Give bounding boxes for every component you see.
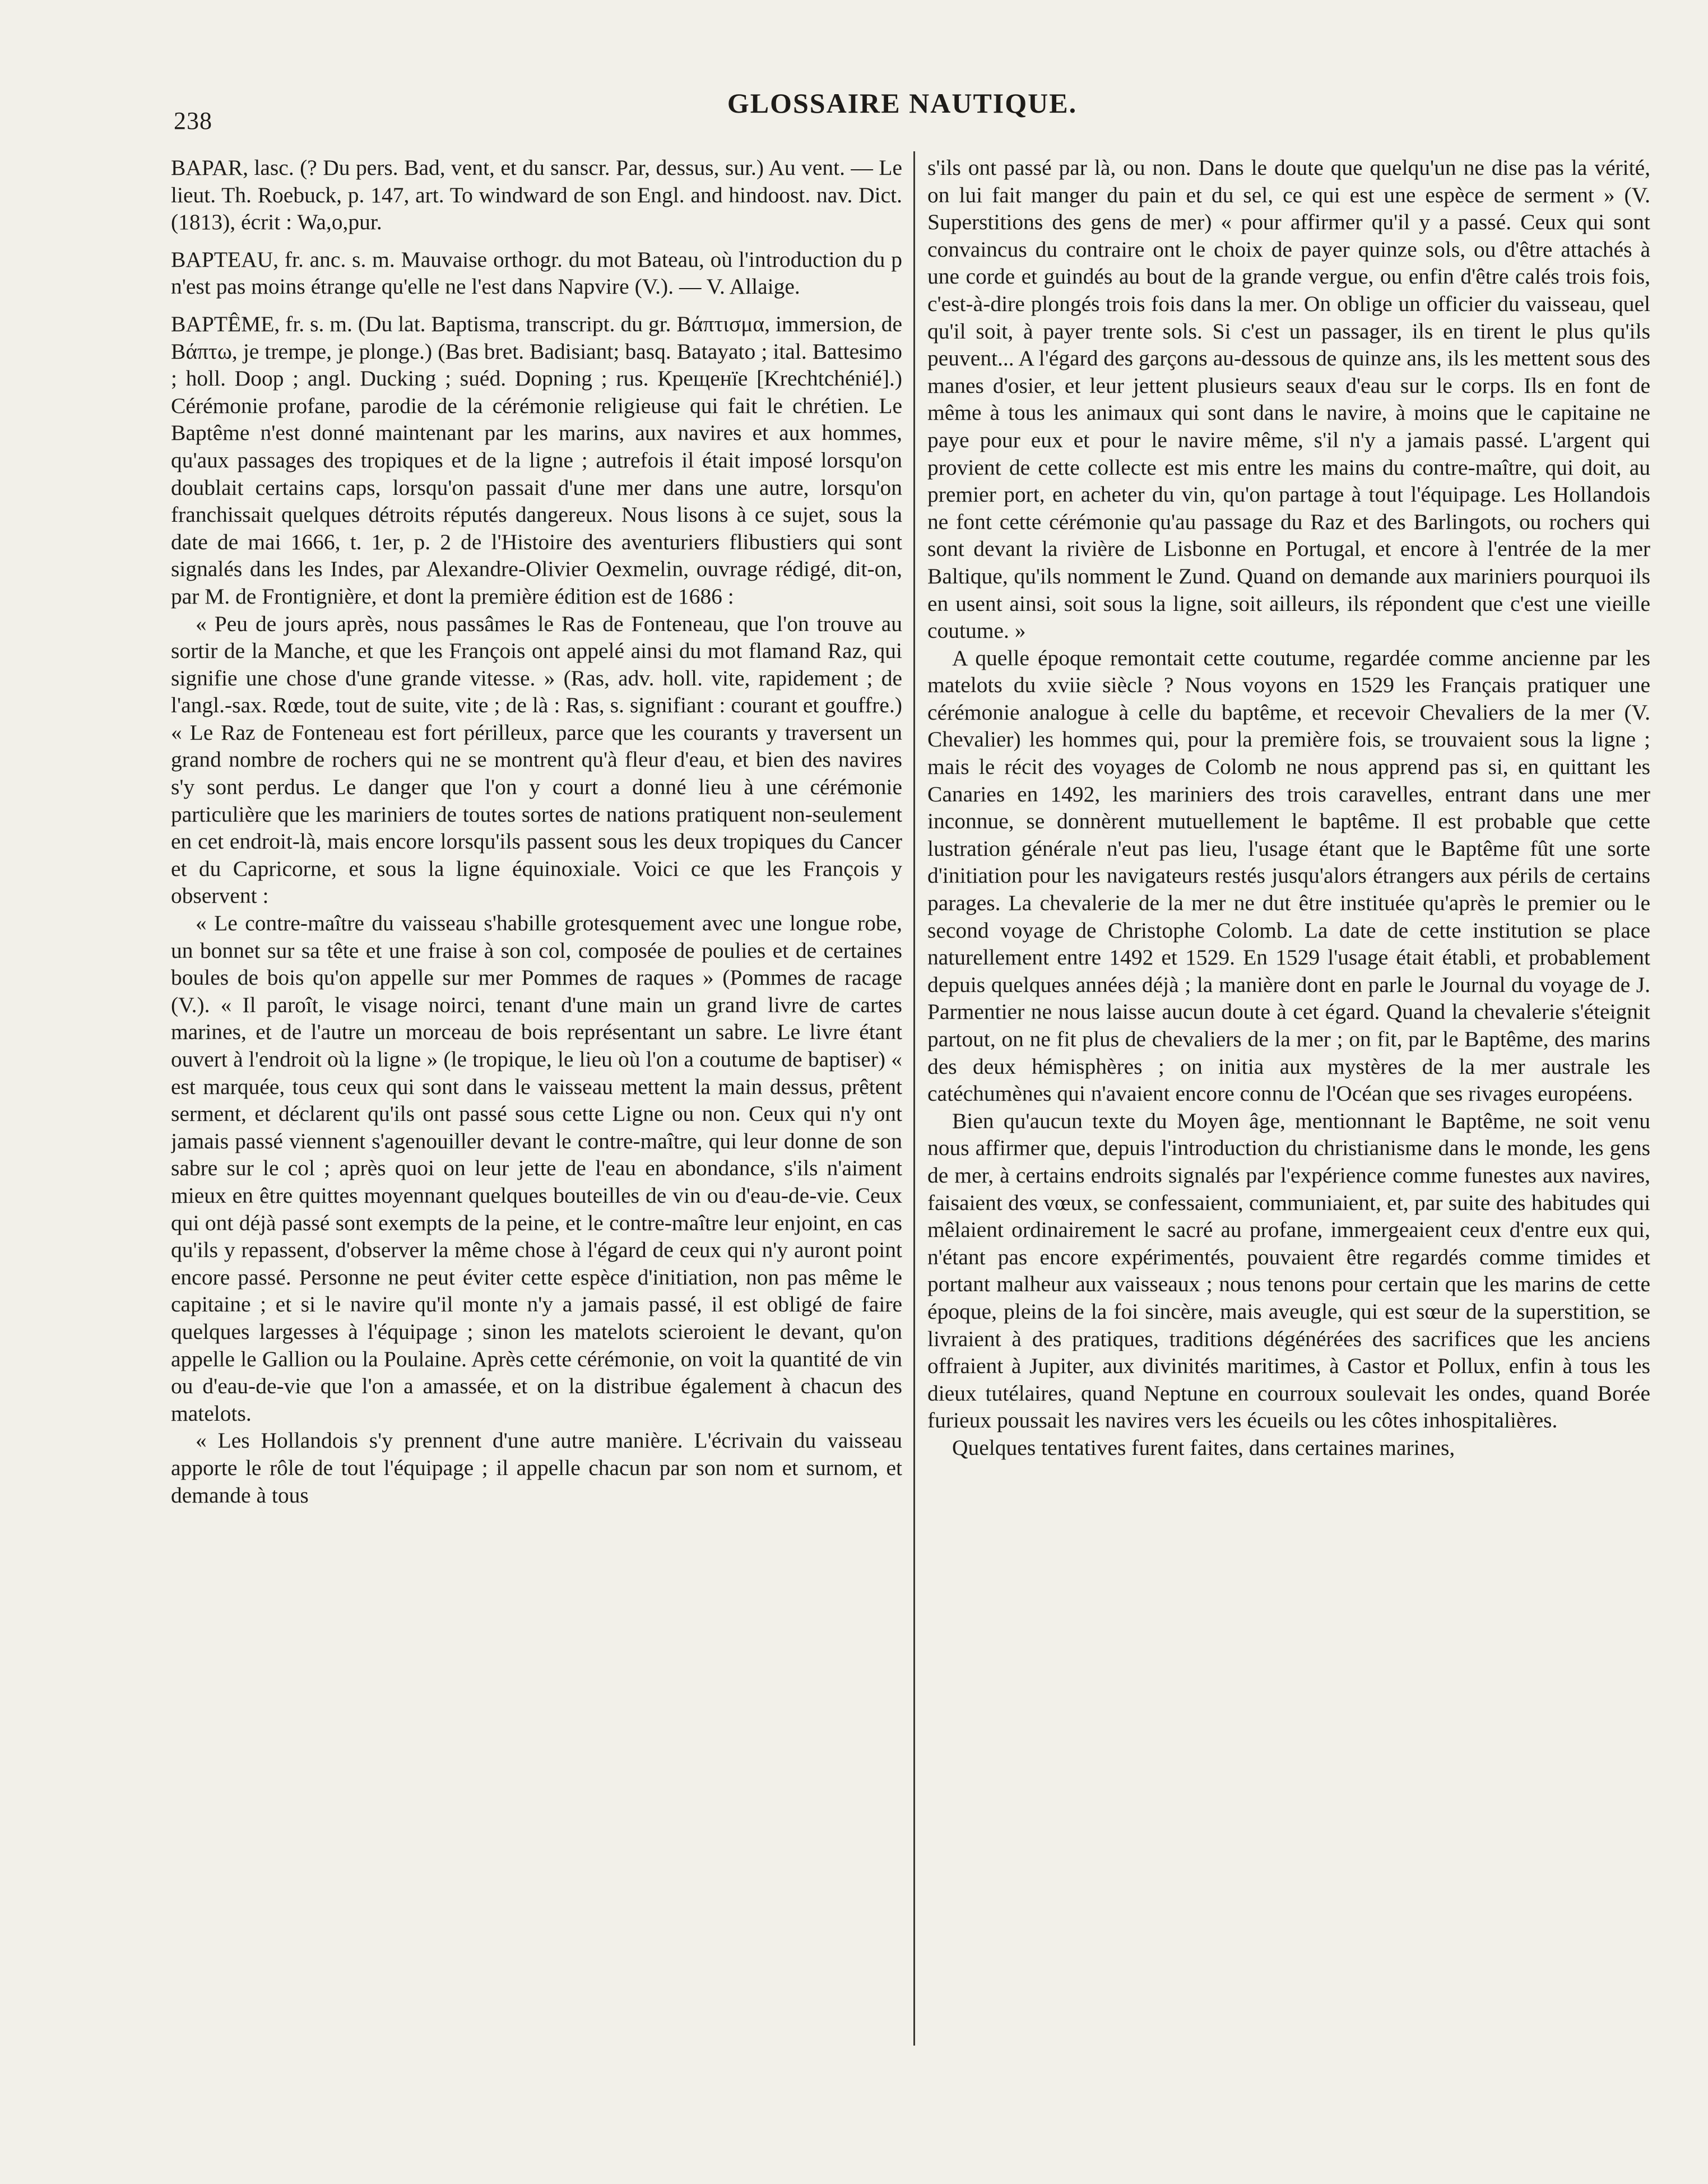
quote-paragraph: « Peu de jours après, nous passâmes le Ras de Fonteneau, que l'on trouve au sortir de la Manche, et que les François ont appelé ainsi du mot flamand Raz, qui signifie une chose d'une grande vitesse. » (Ras, adv. holl. vite, rapidement ; de l'angl.-sax. Rœde, tout de suite, vite ; de là : Ras, s. signifiant : courant et gouffre.) « Le Raz de Fonteneau est fort périlleux, parce que les courants y traversent un grand nombre de rochers qui ne se montrent qu'à fleur d'eau, et bien des navires s'y sont perdus. Le danger que l'on y court a donné lieu à une cérémonie particulière que les mariniers de toutes sortes de nations pratiquent non-seulement en cet endroit-là, mais encore lorsqu'ils passent sous les deux tropiques du Cancer et du Capricorne, et sous la ligne équinoxiale. Voici ce que les François y observent :: [171, 611, 902, 908]
body-paragraph: A quelle époque remontait cette coutume, regardée comme ancienne par les matelots du xviie siècle ? Nous voyons en 1529 les Français pratiquer une cérémonie analogue à celle du baptême, et recevoir Chevaliers de la mer (V. Chevalier) les hommes qui, pour la première fois, se trouvaient sous la ligne ; mais le récit des voyages de Colomb ne nous apprend pas si, en quittant les Canaries en 1492, les mariniers des trois caravelles, entrant dans une mer inconnue, se donnèrent mutuellement le baptême. Il est probable que cette lustration générale n'eut pas lieu, l'usage étant que le Baptême fût une sorte d'initiation pour les navigateurs restés jusqu'alors étrangers aux périls de certains parages. La chevalerie de la mer ne dut être instituée qu'après le premier ou le second voyage de Christophe Colomb. La date de cette institution se place naturellement entre 1492 et 1529. En 1529 l'usage était établi, et probablement depuis quelques années déjà ; la manière dont en parle le Journal du voyage de J. Parmentier ne nous laisse aucun doute à cet égard. Quand la chevalerie s'éteignit partout, on ne fit plus de chevaliers de la mer ; on fit, par le Baptême, des marins des deux hémisphères ; on initia aux mystères de la mer australe les catéchumènes qui n'avaient encore connu de l'Océan que ses rivages européens.: [927, 645, 1650, 1106]
entry-bapteme: BAPTÊME, fr. s. m. (Du lat. Baptisma, transcript. du gr. Βάπτισμα, immersion, de Βάπτω, je trempe, je plonge.) (Bas bret. Badisiant; basq. Batayato ; ital. Battesimo ; holl. Doop ; angl. Ducking ; suéd. Dopning ; rus. Крещенїе [Krechtchénié].) Cérémonie profane, parodie de la cérémonie religieuse qui fait le chrétien. Le Baptême n'est donné maintenant par les marins, aux navires et aux hommes, qu'aux passages des tropiques et de la ligne ; autrefois il était imposé lorsqu'on doublait certains caps, lorsqu'on passait d'une mer dans une autre, lorsqu'on franchissait quelques détroits réputés dangereux. Nous lisons à ce sujet, sous la date de mai 1666, t. 1er, p. 2 de l'Histoire des aventuriers flibustiers qui sont signalés dans les Indes, par Alexandre-Olivier Oexmelin, ouvrage rédigé, dit-on, par M. de Frontignière, et dont la première édition est de 1686 :: [171, 311, 902, 609]
entry-bapteau: BAPTEAU, fr. anc. s. m. Mauvaise orthogr. du mot Bateau, où l'introduction du p n'est pas moins étrange qu'elle ne l'est dans Napvire (V.). — V. Allaige.: [171, 247, 902, 299]
quote-continuation: s'ils ont passé par là, ou non. Dans le doute que quelqu'un ne dise pas la vérité, on lui fait manger du pain et du sel, ce qui est une espèce de serment » (V. Superstitions des gens de mer) « pour affirmer qu'il y a passé. Ceux qui sont convaincus du contraire ont le choix de payer quinze sols, ou d'être attachés à une corde et guindés au bout de la grande vergue, ou enfin d'être calés trois fois, c'est-à-dire plongés trois fois dans la mer. On oblige un officier du vaisseau, quel qu'il soit, à payer trente sols. Si c'est un passager, ils en tirent le plus qu'ils peuvent... A l'égard des garçons au-dessous de quinze ans, ils les mettent sous des manes d'osier, et leur jettent plusieurs seaux d'eau sur le corps. Ils en font de même à tous les animaux qui sont dans le navire, à moins que le capitaine ne paye pour eux et pour le navire même, s'il n'y a jamais passé. L'argent qui provient de cette collecte est mis entre les mains du contre-maître, qui doit, au premier port, en acheter du vin, qu'on partage à tout l'équipage. Les Hollandois ne font cette cérémonie qu'au passage du Raz et des Barlingots, ou rochers qui sont devant la rivière de Lisbonne en Portugal, et encore à l'entrée de la mer Baltique, qu'ils nomment le Zund. Quand on demande aux mariniers pourquoi ils en usent ainsi, soit sous la ligne, soit ailleurs, ils répondent que c'est une vieille coutume. »: [927, 155, 1650, 643]
column-divider: [913, 151, 915, 2046]
entry-bapar: BAPAR, lasc. (? Du pers. Bad, vent, et du sanscr. Par, dessus, sur.) Au vent. — Le lieut. Th. Roebuck, p. 147, art. To windward de son Engl. and hindoost. nav. Dict. (1813), écrit : Wa,o,pur.: [171, 155, 902, 235]
quote-paragraph: « Les Hollandois s'y prennent d'une autre manière. L'écrivain du vaisseau apporte le rôle de tout l'équipage ; il appelle chacun par son nom et surnom, et demande à tous: [171, 1428, 902, 1508]
page-number: 238: [174, 107, 212, 135]
body-paragraph: Quelques tentatives furent faites, dans certaines marines,: [952, 1435, 1455, 1460]
page-title: GLOSSAIRE NAUTIQUE.: [727, 87, 1078, 119]
left-column: [171, 154, 902, 2076]
right-column: [927, 154, 1650, 2076]
body-paragraph: Bien qu'aucun texte du Moyen âge, mentionnant le Baptême, ne soit venu nous affirmer que, depuis l'introduction du christianisme dans le monde, les gens de mer, à certains endroits signalés par l'expérience comme funestes aux navires, faisaient des vœux, se confessaient, communiaient, et, par suite des habitudes qui mêlaient ordinairement le sacré au profane, immergeaient ceux d'entre eux qui, n'étant pas encore expérimentés, pouvaient être regardés comme timides et portant malheur aux vaisseaux ; nous tenons pour certain que les marins de cette époque, pleins de la foi sincère, mais aveugle, qui est sœur de la superstition, se livraient à des pratiques, traditions dégénérées des sacrifices que les anciens offraient à Jupiter, aux divinités maritimes, à Castor et Pollux, enfin à tous les dieux tutélaires, quand Neptune en courroux soulevait les ondes, quand Borée furieux poussait les navires vers les écueils ou les côtes inhospitalières.: [927, 1108, 1650, 1433]
quote-paragraph: « Le contre-maître du vaisseau s'habille grotesquement avec une longue robe, un bonnet sur sa tête et une fraise à son col, composée de poulies et de certaines boules de bois qu'on appelle sur mer Pommes de raques » (Pommes de racage (V.). « Il paroît, le visage noirci, tenant d'une main un grand livre de cartes marines, et de l'autre un morceau de bois représentant un sabre. Le livre étant ouvert à l'endroit où la ligne » (le tropique, le lieu où l'on a coutume de baptiser) « est marquée, tous ceux qui sont dans le vaisseau mettent la main dessus, prêtent serment, et déclarent qu'ils ont passé sous cette Ligne ou non. Ceux qui n'y ont jamais passé viennent s'agenouiller devant le contre-maître, qui leur donne de son sabre sur le col ; après quoi on leur jette de l'eau en abondance, s'ils n'aiment mieux en être quittes moyennant quelques bouteilles de vin ou d'eau-de-vie. Ceux qui ont déjà passé sont exempts de la peine, et le contre-maître leur enjoint, en cas qu'ils y repassent, d'observer la même chose à l'égard de ceux qui n'y auront point encore passé. Personne ne peut éviter cette espèce d'initiation, non pas même le capitaine ; et si le navire qu'il monte n'y a jamais passé, il est obligé de faire quelques largesses à l'équipage ; sinon les matelots scieroient le devant, qu'on appelle le Gallion ou la Poulaine. Après cette cérémonie, on voit la quantité de vin ou d'eau-de-vie que l'on a amassée, et on la distribue également à chacun des matelots.: [171, 911, 902, 1426]
